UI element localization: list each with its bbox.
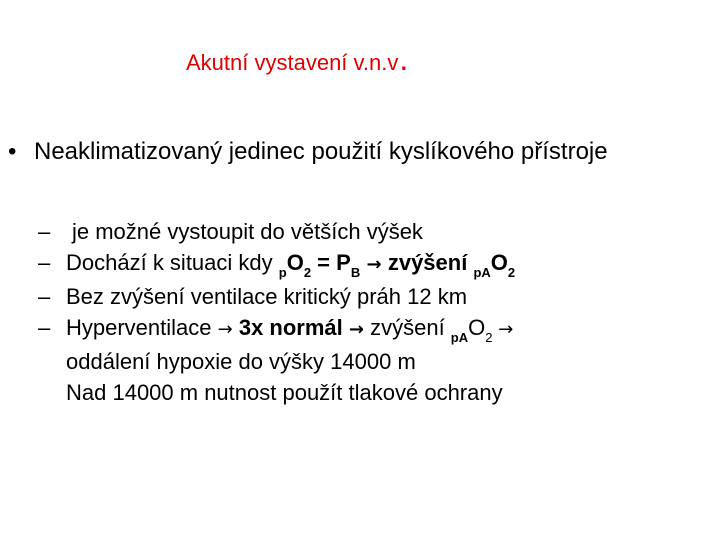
sub-bullet-2-lead: Dochází k situaci kdy	[66, 250, 279, 275]
sub-bullet-4-pA: pA	[450, 330, 469, 345]
sub-bullet-2	[38, 247, 708, 281]
sub-bullet-2-sub2b: 2	[507, 265, 516, 280]
sub-bullet-4-continuation-1: oddálení hypoxie do výšky 14000 m	[66, 349, 416, 374]
sub-bullet-2-subB: B	[350, 265, 361, 280]
sub-bullet-dash: –	[38, 315, 51, 340]
sub-bullet-4-bold: 3x normál	[232, 315, 349, 340]
sub-bullet-4	[38, 312, 708, 346]
bullet-dot: •	[8, 138, 17, 165]
sub-bullet-list	[38, 216, 708, 408]
sub-bullet-3	[38, 281, 708, 312]
sub-bullet-4-o2: O	[468, 315, 486, 340]
sub-bullet-2-arrow: →	[360, 254, 388, 275]
arrow-right-icon: →	[217, 319, 233, 340]
sub-bullet-dash: –	[38, 219, 51, 244]
sub-bullet-4-lead: Hyperventilace	[66, 315, 218, 340]
sub-bullet-1-text: je možné vystoupit do větších výšek	[72, 219, 423, 244]
sub-bullet-2-o: O	[286, 250, 304, 275]
sub-bullet-dash: –	[38, 250, 51, 275]
sub-bullet-2-rise: zvýšení	[387, 250, 474, 275]
sub-bullet-1	[38, 216, 708, 247]
sub-bullet-2-pA: pA	[473, 265, 491, 280]
arrow-right-icon: →	[492, 319, 514, 340]
sub-bullet-3-text: Bez zvýšení ventilace kritický práh 12 km	[66, 284, 468, 309]
sub-bullet-4-rise: zvýšení	[363, 315, 451, 340]
slide-title-dot: .	[399, 41, 409, 77]
slide-title-text: Akutní vystavení v.n.v	[186, 50, 399, 75]
sub-bullet-2-p: p	[278, 265, 287, 280]
sub-bullet-2-eq: = P	[311, 250, 351, 275]
arrow-right-icon: →	[348, 319, 364, 340]
sub-bullet-2-o2b: O	[490, 250, 508, 275]
sub-bullet-4-continuation-2: Nad 14000 m nutnost použít tlakové ochrany	[66, 380, 503, 405]
sub-bullet-2-sub2: 2	[303, 265, 312, 280]
slide-title	[186, 41, 409, 77]
main-bullet-text: Neaklimatizovaný jedinec použití kyslíkového přístroje	[34, 138, 608, 165]
sub-bullet-4-sub2: 2	[485, 330, 493, 345]
sub-bullet-dash: –	[38, 284, 51, 309]
